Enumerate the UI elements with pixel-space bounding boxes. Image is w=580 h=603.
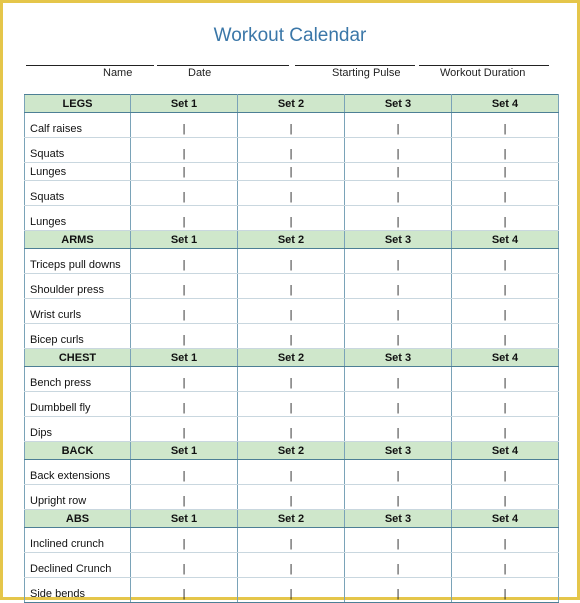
- exercise-row: [25, 324, 559, 349]
- set-entry-cell[interactable]: |: [452, 485, 559, 510]
- set-entry-cell[interactable]: |: [452, 274, 559, 299]
- set-entry-cell[interactable]: |: [452, 249, 559, 274]
- set-entry-cell[interactable]: |: [452, 460, 559, 485]
- starting-pulse-label: Starting Pulse: [332, 67, 401, 79]
- workout-table: [24, 94, 559, 603]
- section-header-back: [25, 442, 559, 460]
- set-entry-cell[interactable]: |: [238, 299, 345, 324]
- set-header: Set 4: [452, 510, 559, 528]
- set-header: Set 2: [238, 349, 345, 367]
- set-entry-cell[interactable]: |: [238, 324, 345, 349]
- set-header: Set 1: [131, 442, 238, 460]
- exercise-row: [25, 138, 559, 163]
- set-entry-cell[interactable]: |: [345, 553, 452, 578]
- exercise-row: [25, 578, 559, 603]
- set-entry-cell[interactable]: |: [131, 528, 238, 553]
- section-header-abs: [25, 510, 559, 528]
- set-entry-cell[interactable]: |: [238, 138, 345, 163]
- set-entry-cell[interactable]: |: [238, 392, 345, 417]
- section-name: LEGS: [25, 95, 131, 113]
- exercise-name: Bicep curls: [25, 324, 131, 349]
- section-name: ARMS: [25, 231, 131, 249]
- set-entry-cell[interactable]: |: [345, 113, 452, 138]
- set-entry-cell[interactable]: |: [452, 206, 559, 231]
- set-entry-cell[interactable]: |: [452, 324, 559, 349]
- set-header: Set 3: [345, 95, 452, 113]
- section-name: CHEST: [25, 349, 131, 367]
- set-entry-cell[interactable]: |: [345, 485, 452, 510]
- exercise-name: Squats: [25, 138, 131, 163]
- set-header: Set 3: [345, 510, 452, 528]
- exercise-name: Dips: [25, 417, 131, 442]
- section-header-legs: [25, 95, 559, 113]
- set-header: Set 2: [238, 442, 345, 460]
- set-entry-cell[interactable]: |: [452, 181, 559, 206]
- exercise-row: [25, 417, 559, 442]
- exercise-row: [25, 274, 559, 299]
- set-entry-cell[interactable]: |: [131, 181, 238, 206]
- date-line: [157, 65, 289, 66]
- set-header: Set 2: [238, 231, 345, 249]
- set-entry-cell[interactable]: |: [131, 578, 238, 603]
- section-header-arms: [25, 231, 559, 249]
- set-entry-cell[interactable]: |: [345, 206, 452, 231]
- set-entry-cell[interactable]: |: [131, 113, 238, 138]
- exercise-row: [25, 460, 559, 485]
- set-entry-cell[interactable]: |: [131, 324, 238, 349]
- exercise-name: Lunges: [25, 206, 131, 231]
- set-entry-cell[interactable]: |: [131, 138, 238, 163]
- set-entry-cell[interactable]: |: [345, 299, 452, 324]
- exercise-row: [25, 553, 559, 578]
- exercise-row: [25, 392, 559, 417]
- set-entry-cell[interactable]: |: [452, 163, 559, 181]
- exercise-name: Squats: [25, 181, 131, 206]
- set-header: Set 1: [131, 349, 238, 367]
- set-entry-cell[interactable]: |: [131, 206, 238, 231]
- set-entry-cell[interactable]: |: [238, 113, 345, 138]
- exercise-name: Back extensions: [25, 460, 131, 485]
- set-header: Set 1: [131, 95, 238, 113]
- exercise-name: Triceps pull downs: [25, 249, 131, 274]
- set-entry-cell[interactable]: |: [131, 299, 238, 324]
- set-header: Set 1: [131, 231, 238, 249]
- set-header: Set 1: [131, 510, 238, 528]
- exercise-row: [25, 163, 559, 181]
- set-entry-cell[interactable]: |: [238, 181, 345, 206]
- set-entry-cell[interactable]: |: [452, 578, 559, 603]
- set-entry-cell[interactable]: |: [238, 274, 345, 299]
- exercise-name: Bench press: [25, 367, 131, 392]
- exercise-row: [25, 299, 559, 324]
- set-entry-cell[interactable]: |: [345, 578, 452, 603]
- set-header: Set 3: [345, 231, 452, 249]
- set-entry-cell[interactable]: |: [131, 367, 238, 392]
- exercise-name: Inclined crunch: [25, 528, 131, 553]
- set-header: Set 3: [345, 349, 452, 367]
- set-header: Set 2: [238, 95, 345, 113]
- set-entry-cell[interactable]: |: [238, 528, 345, 553]
- workout-duration-label: Workout Duration: [440, 67, 526, 79]
- set-entry-cell[interactable]: |: [452, 299, 559, 324]
- section-header-chest: [25, 349, 559, 367]
- set-entry-cell[interactable]: |: [345, 181, 452, 206]
- set-entry-cell[interactable]: |: [452, 553, 559, 578]
- set-entry-cell[interactable]: |: [238, 367, 345, 392]
- set-entry-cell[interactable]: |: [345, 528, 452, 553]
- exercise-row: [25, 181, 559, 206]
- set-entry-cell[interactable]: |: [238, 485, 345, 510]
- set-entry-cell[interactable]: |: [238, 206, 345, 231]
- section-name: BACK: [25, 442, 131, 460]
- name-line: [26, 65, 154, 66]
- exercise-name: Lunges: [25, 163, 131, 181]
- set-header: Set 4: [452, 442, 559, 460]
- exercise-row: [25, 528, 559, 553]
- set-header: Set 4: [452, 349, 559, 367]
- set-entry-cell[interactable]: |: [238, 460, 345, 485]
- set-entry-cell[interactable]: |: [345, 163, 452, 181]
- set-entry-cell[interactable]: |: [238, 417, 345, 442]
- set-entry-cell[interactable]: |: [131, 485, 238, 510]
- exercise-name: Shoulder press: [25, 274, 131, 299]
- set-entry-cell[interactable]: |: [345, 460, 452, 485]
- exercise-name: Side bends: [25, 578, 131, 603]
- exercise-row: [25, 113, 559, 138]
- set-entry-cell[interactable]: |: [238, 249, 345, 274]
- set-entry-cell[interactable]: |: [452, 113, 559, 138]
- exercise-row: [25, 249, 559, 274]
- date-label: Date: [188, 67, 212, 79]
- set-header: Set 2: [238, 510, 345, 528]
- set-entry-cell[interactable]: |: [452, 528, 559, 553]
- exercise-name: Wrist curls: [25, 299, 131, 324]
- starting-pulse-line: [295, 65, 415, 66]
- set-entry-cell[interactable]: |: [131, 553, 238, 578]
- set-entry-cell[interactable]: |: [131, 392, 238, 417]
- set-entry-cell[interactable]: |: [345, 417, 452, 442]
- set-header: Set 4: [452, 231, 559, 249]
- set-entry-cell[interactable]: |: [131, 460, 238, 485]
- set-header: Set 3: [345, 442, 452, 460]
- set-entry-cell[interactable]: |: [345, 249, 452, 274]
- set-entry-cell[interactable]: |: [345, 324, 452, 349]
- set-entry-cell[interactable]: |: [345, 274, 452, 299]
- exercise-name: Dumbbell fly: [25, 392, 131, 417]
- set-entry-cell[interactable]: |: [452, 367, 559, 392]
- set-entry-cell[interactable]: |: [131, 274, 238, 299]
- set-entry-cell[interactable]: |: [345, 392, 452, 417]
- page-title: Workout Calendar: [213, 25, 367, 46]
- set-entry-cell[interactable]: |: [131, 163, 238, 181]
- section-name: ABS: [25, 510, 131, 528]
- set-entry-cell[interactable]: |: [345, 138, 452, 163]
- set-entry-cell[interactable]: |: [345, 367, 452, 392]
- exercise-name: Declined Crunch: [25, 553, 131, 578]
- set-header: Set 4: [452, 95, 559, 113]
- set-entry-cell[interactable]: |: [238, 578, 345, 603]
- name-label: Name: [103, 67, 133, 79]
- set-entry-cell[interactable]: |: [452, 392, 559, 417]
- set-entry-cell[interactable]: |: [238, 163, 345, 181]
- exercise-name: Upright row: [25, 485, 131, 510]
- exercise-name: Calf raises: [25, 113, 131, 138]
- exercise-row: [25, 485, 559, 510]
- set-entry-cell[interactable]: |: [131, 249, 238, 274]
- set-entry-cell[interactable]: |: [452, 138, 559, 163]
- workout-duration-line: [419, 65, 549, 66]
- exercise-row: [25, 367, 559, 392]
- set-entry-cell[interactable]: |: [238, 553, 345, 578]
- exercise-row: [25, 206, 559, 231]
- set-entry-cell[interactable]: |: [131, 417, 238, 442]
- set-entry-cell[interactable]: |: [452, 417, 559, 442]
